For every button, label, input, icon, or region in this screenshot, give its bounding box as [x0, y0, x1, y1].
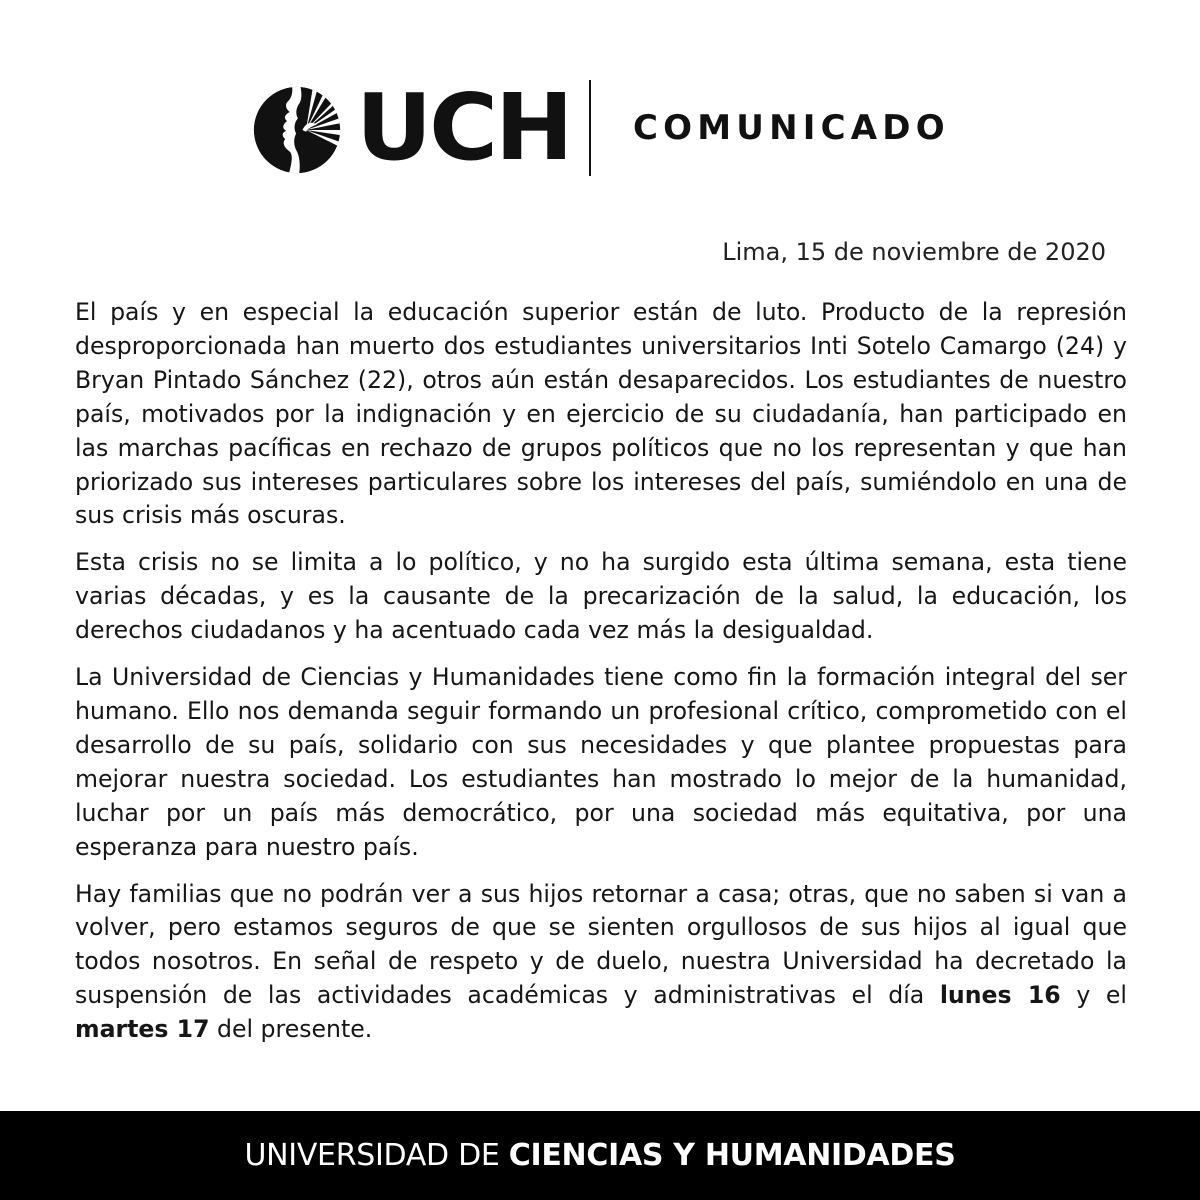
uch-emblem-icon: [252, 85, 342, 175]
closing-text-after: del presente.: [209, 1015, 373, 1044]
letter-body: [75, 296, 1127, 1047]
closing-day-two: martes 17: [75, 1015, 210, 1044]
letter-closing-paragraph: [75, 878, 1127, 1048]
uch-logo-wordmark: UCH: [356, 74, 571, 181]
closing-text-before: Hay familias que no podrán ver a sus hijos retornar a casa; otras, que no saben si van a volver, pero estamos seguros de que se sienten orgullosos de sus hijos al igual que todos nosotros. En señal de respeto y de duelo, nuestra Universidad ha decretado la suspensión de las actividades académicas y administrativas el día: [75, 879, 1127, 1010]
footer-university-prefix: UNIVERSIDAD DE: [244, 1138, 509, 1173]
university-footer-bar: [0, 1111, 1200, 1200]
letter-paragraph: Esta crisis no se limita a lo político, y no ha surgido esta última semana, esta tiene varias décadas, y es la causante de la precarización de la salud, la educación, los derechos ciudadanos y ha acentuado cada vez más la desigualdad.: [75, 548, 1127, 645]
closing-day-one: lunes 16: [939, 981, 1061, 1010]
letter-paragraph: La Universidad de Ciencias y Humanidades tiene como fin la formación integral del ser humano. Ello nos demanda seguir formando un profesional crítico, comprometido con el desarrollo de su país, solidario con sus necesidades y que plantee propuestas para mejorar nuestra sociedad. Los estudiantes han mostrado lo mejor de la humanidad, luchar por un país más democrático, por una sociedad más equitativa, por una esperanza para nuestro país.: [75, 663, 1127, 861]
closing-connector: y el: [1060, 981, 1127, 1010]
communique-header: [0, 74, 1200, 181]
header-divider: [589, 80, 591, 176]
communique-title: COMUNICADO: [633, 108, 950, 148]
letter-paragraph: El país y en especial la educación superior están de luto. Producto de la represión desproporcionada han muerto dos estudiantes universitarios Inti Sotelo Camargo (24) y Bryan Pintado Sánchez (22), otros aún están desaparecidos. Los estudiantes de nuestro país, motivados por la indignación y en ejercicio de su ciudadanía, han participado en las marchas pacíficas en rechazo de grupos políticos que no los representan y que han priorizado sus intereses particulares sobre los intereses del país, sumiéndolo en una de sus crisis más oscuras.: [75, 298, 1127, 530]
letter-date: Lima, 15 de noviembre de 2020: [722, 238, 1106, 266]
footer-university-name: CIENCIAS Y HUMANIDADES: [508, 1138, 956, 1173]
